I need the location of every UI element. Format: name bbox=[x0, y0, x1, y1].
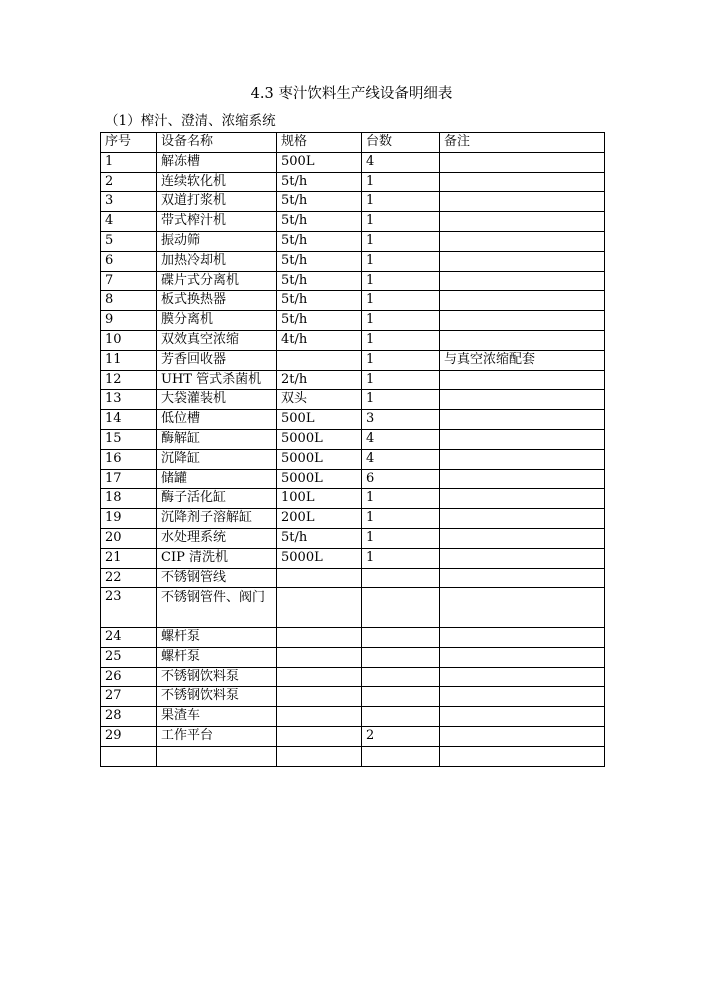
cell-spec bbox=[277, 628, 362, 648]
table-row bbox=[101, 727, 605, 747]
cell-index: 22 bbox=[101, 568, 157, 588]
cell-spec bbox=[277, 350, 362, 370]
cell-equipment-name: 沉降缸 bbox=[157, 449, 277, 469]
table-row bbox=[101, 152, 605, 172]
table-row bbox=[101, 588, 605, 628]
cell-equipment-name: 低位槽 bbox=[157, 410, 277, 430]
cell-equipment-name: 带式榨汁机 bbox=[157, 212, 277, 232]
table-row bbox=[101, 390, 605, 410]
table-row bbox=[101, 528, 605, 548]
cell-quantity: 1 bbox=[362, 390, 440, 410]
cell-index: 14 bbox=[101, 410, 157, 430]
cell-index: 6 bbox=[101, 251, 157, 271]
cell-quantity: 1 bbox=[362, 311, 440, 331]
cell-remark bbox=[440, 469, 605, 489]
table-row bbox=[101, 667, 605, 687]
cell-index bbox=[101, 746, 157, 766]
cell-quantity: 4 bbox=[362, 152, 440, 172]
cell-quantity bbox=[362, 687, 440, 707]
cell-spec: 100L bbox=[277, 489, 362, 509]
table-row bbox=[101, 350, 605, 370]
cell-equipment-name: 酶解缸 bbox=[157, 429, 277, 449]
cell-remark bbox=[440, 251, 605, 271]
table-row bbox=[101, 548, 605, 568]
cell-quantity: 1 bbox=[362, 172, 440, 192]
cell-quantity: 6 bbox=[362, 469, 440, 489]
cell-quantity: 1 bbox=[362, 271, 440, 291]
cell-remark bbox=[440, 568, 605, 588]
cell-spec: 5t/h bbox=[277, 231, 362, 251]
cell-quantity bbox=[362, 746, 440, 766]
cell-quantity: 1 bbox=[362, 370, 440, 390]
cell-remark bbox=[440, 647, 605, 667]
cell-quantity bbox=[362, 667, 440, 687]
cell-quantity: 1 bbox=[362, 528, 440, 548]
header-spec: 规格 bbox=[277, 133, 362, 153]
cell-index: 21 bbox=[101, 548, 157, 568]
table-row bbox=[101, 687, 605, 707]
cell-index: 19 bbox=[101, 509, 157, 529]
table-row bbox=[101, 410, 605, 430]
cell-remark bbox=[440, 231, 605, 251]
cell-spec bbox=[277, 647, 362, 667]
cell-spec: 4t/h bbox=[277, 330, 362, 350]
cell-quantity: 4 bbox=[362, 429, 440, 449]
cell-equipment-name: 储罐 bbox=[157, 469, 277, 489]
cell-equipment-name: 沉降剂子溶解缸 bbox=[157, 509, 277, 529]
cell-equipment-name: 不锈钢饮料泵 bbox=[157, 687, 277, 707]
table-row bbox=[101, 311, 605, 331]
cell-equipment-name: 连续软化机 bbox=[157, 172, 277, 192]
cell-equipment-name: 芳香回收器 bbox=[157, 350, 277, 370]
cell-quantity bbox=[362, 568, 440, 588]
cell-spec: 5t/h bbox=[277, 311, 362, 331]
table-row bbox=[101, 231, 605, 251]
cell-index: 17 bbox=[101, 469, 157, 489]
cell-equipment-name: 螺杆泵 bbox=[157, 647, 277, 667]
cell-remark bbox=[440, 291, 605, 311]
cell-equipment-name: 板式换热器 bbox=[157, 291, 277, 311]
cell-equipment-name: 不锈钢饮料泵 bbox=[157, 667, 277, 687]
cell-index: 15 bbox=[101, 429, 157, 449]
cell-remark bbox=[440, 667, 605, 687]
table-row bbox=[101, 647, 605, 667]
cell-spec: 5000L bbox=[277, 449, 362, 469]
cell-index: 25 bbox=[101, 647, 157, 667]
cell-equipment-name: 解冻槽 bbox=[157, 152, 277, 172]
cell-spec: 2t/h bbox=[277, 370, 362, 390]
cell-spec: 5t/h bbox=[277, 251, 362, 271]
cell-spec: 双头 bbox=[277, 390, 362, 410]
cell-remark bbox=[440, 410, 605, 430]
cell-equipment-name: 不锈钢管线 bbox=[157, 568, 277, 588]
cell-remark bbox=[440, 727, 605, 747]
cell-index: 5 bbox=[101, 231, 157, 251]
cell-index: 24 bbox=[101, 628, 157, 648]
cell-remark bbox=[440, 528, 605, 548]
cell-index: 2 bbox=[101, 172, 157, 192]
cell-spec: 500L bbox=[277, 152, 362, 172]
cell-quantity: 1 bbox=[362, 192, 440, 212]
table-row bbox=[101, 330, 605, 350]
cell-index: 23 bbox=[101, 588, 157, 628]
section-label: （1）榨汁、澄清、浓缩系统 bbox=[105, 113, 276, 129]
table-header-row bbox=[101, 133, 605, 153]
cell-equipment-name: 果渣车 bbox=[157, 707, 277, 727]
cell-quantity: 4 bbox=[362, 449, 440, 469]
table-row bbox=[101, 746, 605, 766]
cell-spec bbox=[277, 746, 362, 766]
cell-remark bbox=[440, 271, 605, 291]
cell-index: 10 bbox=[101, 330, 157, 350]
cell-quantity: 1 bbox=[362, 509, 440, 529]
cell-equipment-name: 双效真空浓缩 bbox=[157, 330, 277, 350]
cell-remark bbox=[440, 172, 605, 192]
cell-spec: 5t/h bbox=[277, 172, 362, 192]
cell-quantity bbox=[362, 707, 440, 727]
table-row bbox=[101, 192, 605, 212]
cell-quantity bbox=[362, 647, 440, 667]
cell-index: 1 bbox=[101, 152, 157, 172]
cell-equipment-name: 酶子活化缸 bbox=[157, 489, 277, 509]
cell-spec bbox=[277, 707, 362, 727]
table-row bbox=[101, 172, 605, 192]
table-row bbox=[101, 291, 605, 311]
cell-spec: 500L bbox=[277, 410, 362, 430]
cell-quantity: 1 bbox=[362, 350, 440, 370]
cell-remark bbox=[440, 390, 605, 410]
cell-index: 16 bbox=[101, 449, 157, 469]
cell-spec: 5000L bbox=[277, 548, 362, 568]
cell-index: 20 bbox=[101, 528, 157, 548]
table-row bbox=[101, 212, 605, 232]
cell-quantity: 1 bbox=[362, 489, 440, 509]
cell-quantity: 1 bbox=[362, 330, 440, 350]
cell-index: 28 bbox=[101, 707, 157, 727]
cell-spec: 5t/h bbox=[277, 528, 362, 548]
table-row bbox=[101, 370, 605, 390]
cell-equipment-name: 双道打浆机 bbox=[157, 192, 277, 212]
cell-quantity: 1 bbox=[362, 212, 440, 232]
cell-index: 7 bbox=[101, 271, 157, 291]
cell-remark bbox=[440, 588, 605, 628]
cell-spec: 5t/h bbox=[277, 192, 362, 212]
equipment-table bbox=[100, 132, 605, 767]
header-index: 序号 bbox=[101, 133, 157, 153]
cell-index: 18 bbox=[101, 489, 157, 509]
table-body bbox=[101, 152, 605, 766]
cell-quantity: 1 bbox=[362, 548, 440, 568]
cell-equipment-name: CIP 清洗机 bbox=[157, 548, 277, 568]
cell-remark bbox=[440, 687, 605, 707]
cell-remark bbox=[440, 746, 605, 766]
header-equipment-name: 设备名称 bbox=[157, 133, 277, 153]
cell-equipment-name bbox=[157, 746, 277, 766]
table-row bbox=[101, 449, 605, 469]
cell-spec: 5t/h bbox=[277, 212, 362, 232]
cell-remark bbox=[440, 707, 605, 727]
cell-index: 3 bbox=[101, 192, 157, 212]
cell-quantity: 1 bbox=[362, 231, 440, 251]
cell-equipment-name: 不锈钢管件、阀门 bbox=[157, 588, 277, 628]
table-row bbox=[101, 429, 605, 449]
cell-spec bbox=[277, 568, 362, 588]
cell-index: 8 bbox=[101, 291, 157, 311]
cell-remark bbox=[440, 429, 605, 449]
cell-remark bbox=[440, 330, 605, 350]
cell-remark bbox=[440, 212, 605, 232]
cell-equipment-name: 振动筛 bbox=[157, 231, 277, 251]
cell-remark bbox=[440, 628, 605, 648]
table-row bbox=[101, 628, 605, 648]
cell-spec bbox=[277, 588, 362, 628]
header-quantity: 台数 bbox=[362, 133, 440, 153]
cell-index: 26 bbox=[101, 667, 157, 687]
cell-index: 12 bbox=[101, 370, 157, 390]
cell-remark bbox=[440, 449, 605, 469]
cell-spec: 5000L bbox=[277, 429, 362, 449]
cell-remark bbox=[440, 152, 605, 172]
cell-remark bbox=[440, 548, 605, 568]
cell-equipment-name: 水处理系统 bbox=[157, 528, 277, 548]
cell-quantity: 1 bbox=[362, 251, 440, 271]
cell-equipment-name: 大袋灌装机 bbox=[157, 390, 277, 410]
cell-index: 4 bbox=[101, 212, 157, 232]
cell-spec bbox=[277, 667, 362, 687]
header-remark: 备注 bbox=[440, 133, 605, 153]
table-row bbox=[101, 489, 605, 509]
cell-spec bbox=[277, 727, 362, 747]
cell-index: 13 bbox=[101, 390, 157, 410]
table-row bbox=[101, 568, 605, 588]
cell-quantity: 3 bbox=[362, 410, 440, 430]
cell-equipment-name: 加热冷却机 bbox=[157, 251, 277, 271]
cell-equipment-name: 工作平台 bbox=[157, 727, 277, 747]
cell-spec: 5000L bbox=[277, 469, 362, 489]
cell-quantity bbox=[362, 588, 440, 628]
cell-index: 9 bbox=[101, 311, 157, 331]
cell-equipment-name: UHT 管式杀菌机 bbox=[157, 370, 277, 390]
page-title: 4.3 枣汁饮料生产线设备明细表 bbox=[250, 86, 453, 102]
cell-spec: 5t/h bbox=[277, 291, 362, 311]
table-row bbox=[101, 251, 605, 271]
table-row bbox=[101, 469, 605, 489]
table-row bbox=[101, 271, 605, 291]
cell-equipment-name: 碟片式分离机 bbox=[157, 271, 277, 291]
cell-spec bbox=[277, 687, 362, 707]
cell-index: 11 bbox=[101, 350, 157, 370]
cell-equipment-name: 螺杆泵 bbox=[157, 628, 277, 648]
cell-quantity: 1 bbox=[362, 291, 440, 311]
cell-remark bbox=[440, 192, 605, 212]
cell-remark bbox=[440, 311, 605, 331]
cell-quantity: 2 bbox=[362, 727, 440, 747]
cell-quantity bbox=[362, 628, 440, 648]
cell-spec: 5t/h bbox=[277, 271, 362, 291]
cell-remark: 与真空浓缩配套 bbox=[440, 350, 605, 370]
cell-index: 27 bbox=[101, 687, 157, 707]
cell-equipment-name: 膜分离机 bbox=[157, 311, 277, 331]
cell-index: 29 bbox=[101, 727, 157, 747]
cell-spec: 200L bbox=[277, 509, 362, 529]
cell-remark bbox=[440, 509, 605, 529]
table-row bbox=[101, 707, 605, 727]
cell-remark bbox=[440, 489, 605, 509]
cell-remark bbox=[440, 370, 605, 390]
table-row bbox=[101, 509, 605, 529]
